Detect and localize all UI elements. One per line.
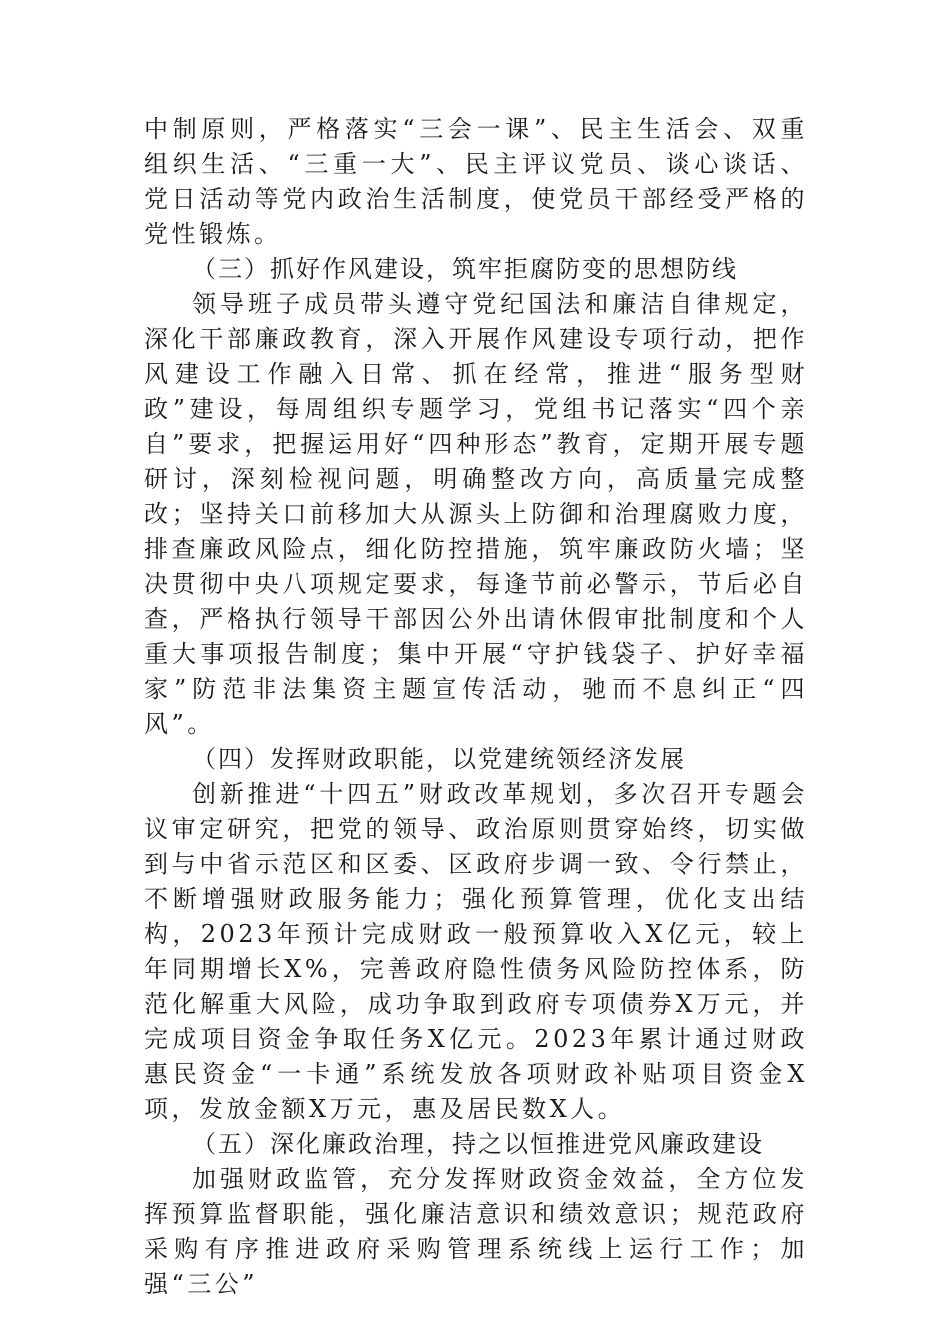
paragraph-section-3: 领导班子成员带头遵守党纪国法和廉洁自律规定，深化干部廉政教育，深入开展作风建设专项行动，把作风建设工作融入日常、抓在经常，推进“服务型财政”建设，每周组织专题学习，党组书记落实“四个亲自”要求，把握运用好“四种形态”教育，定期开展专题研讨，深刻检视问题，明确整改方向，高质量完成整改；坚持关口前移加大从源头上防御和治理腐败力度，排查廉政风险点，细化防控措施，筑牢廉政防火墙；坚决贯彻中央八项规定要求，每逢节前必警示，节后必自查，严格执行领导干部因公外出请休假审批制度和个人重大事项报告制度；集中开展“守护钱袋子、护好幸福家”防范非法集资主题宣传活动，驰而不息纠正“四风”。 [144,290,808,738]
paragraph-continuation: 中制原则，严格落实“三会一课”、民主生活会、双重组织生活、“三重一大”、民主评议党员、谈心谈话、党日活动等党内政治生活制度，使党员干部经受严格的党性锻炼。 [144,115,808,248]
paragraph-section-5: 加强财政监管，充分发挥财政资金效益，全方位发挥预算监督职能，强化廉洁意识和绩效意识；规范政府采购有序推进政府采购管理系统线上运行工作；加强“三公” [144,1165,808,1298]
paragraph-section-4: 创新推进“十四五”财政改革规划，多次召开专题会议审定研究，把党的领导、政治原则贯穿始终，切实做到与中省示范区和区委、区政府步调一致、令行禁止，不断增强财政服务能力；强化预算管理，优化支出结构，2023年预计完成财政一般预算收入X亿元，较上年同期增长X%，完善政府隐性债务风险防控体系，防范化解重大风险，成功争取到政府专项债券X万元，并完成项目资金争取任务X亿元。2023年累计通过财政惠民资金“一卡通”系统发放各项财政补贴项目资金X项，发放金额X万元，惠及居民数X人。 [144,780,808,1123]
section-heading-4: （四）发挥财政职能，以党建统领经济发展 [192,745,686,773]
document-page [144,112,808,1302]
section-heading-5: （五）深化廉政治理，持之以恒推进党风廉政建设 [192,1130,764,1158]
section-heading-3: （三）抓好作风建设，筑牢拒腐防变的思想防线 [192,255,738,283]
